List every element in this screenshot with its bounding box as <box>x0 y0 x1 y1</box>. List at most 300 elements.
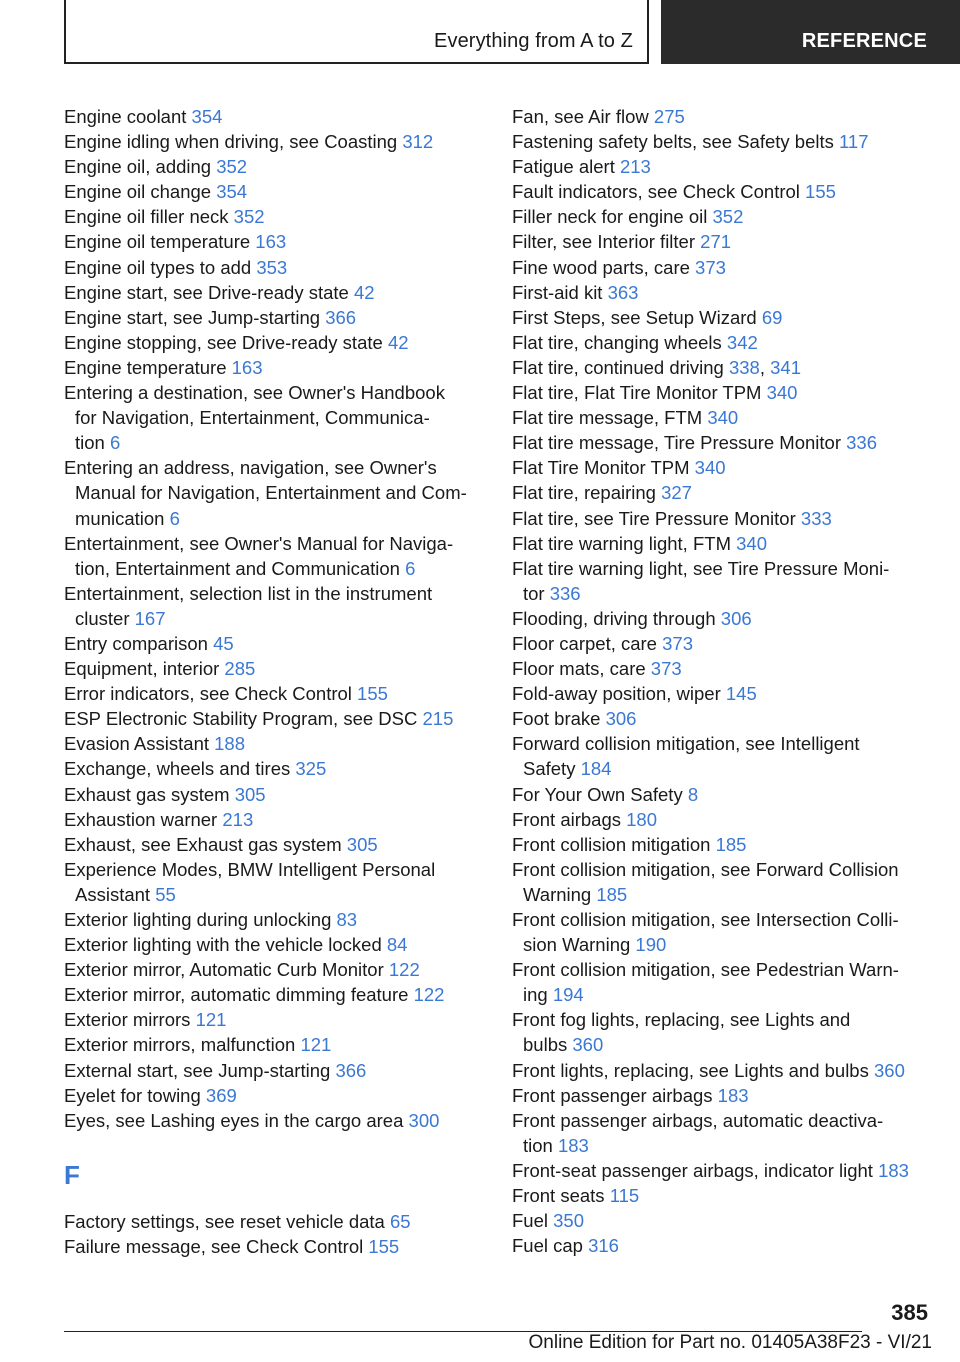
index-entry-text: Exchange, wheels and tires <box>64 758 291 780</box>
index-entry-line <box>512 556 932 581</box>
page-reference-link[interactable]: 84 <box>386 934 408 956</box>
index-entry-text: Floor carpet, care <box>512 632 657 654</box>
index-entry <box>64 455 479 530</box>
index-entry <box>64 255 479 280</box>
index-entry-line <box>512 255 932 280</box>
index-entry-text: Flat tire, Flat Tire Monitor TPM <box>512 382 762 404</box>
index-entry-text: Flooding, driving through <box>512 607 716 629</box>
index-entry <box>64 1007 479 1032</box>
index-entry-line <box>512 631 932 656</box>
index-entry-line <box>64 1058 479 1083</box>
index-entry <box>64 1032 479 1057</box>
page-reference-link[interactable]: 213 <box>222 808 254 830</box>
page-reference-link[interactable]: 163 <box>255 231 287 253</box>
index-entry <box>64 154 479 179</box>
page-reference-link[interactable]: 42 <box>353 281 375 303</box>
index-entry-text: Front fog lights, replacing, see Lights and <box>512 1009 851 1031</box>
page-reference-link[interactable]: 6 <box>405 557 416 579</box>
index-entry <box>512 129 932 154</box>
index-entry-text: Engine coolant <box>64 106 187 127</box>
index-entry-line <box>64 154 479 179</box>
index-entry-line <box>512 179 932 204</box>
index-entry <box>512 255 932 280</box>
page-reference-link[interactable]: 305 <box>346 833 378 855</box>
index-entry <box>512 280 932 305</box>
index-entry-line <box>64 531 479 556</box>
index-entry <box>64 907 479 932</box>
index-entry-line <box>64 1234 479 1259</box>
index-entry <box>64 581 479 631</box>
index-entry-text: Entry comparison <box>64 632 208 654</box>
index-entry <box>64 1234 479 1259</box>
index-entry-text: Engine oil filler neck <box>64 206 229 228</box>
page-reference-link[interactable]: 190 <box>635 934 667 956</box>
index-entry <box>64 104 479 129</box>
index-entry-line <box>512 455 932 480</box>
index-entry-line <box>64 681 479 706</box>
page-reference-link[interactable]: 55 <box>155 883 176 905</box>
page-reference-link[interactable]: 185 <box>715 833 747 855</box>
index-entry-line <box>512 280 932 305</box>
page-reference-link[interactable]: 360 <box>572 1034 604 1056</box>
page-reference-link[interactable]: 306 <box>720 607 752 629</box>
index-entry <box>512 179 932 204</box>
index-entry-line <box>512 104 932 129</box>
index-entry-text: munication <box>75 507 165 529</box>
page-reference-link[interactable]: 306 <box>605 708 637 730</box>
page-reference-link[interactable]: 213 <box>619 156 651 178</box>
index-entry-line <box>64 556 479 581</box>
index-entry <box>64 1083 479 1108</box>
index-entry-text: Engine idling when driving, see Coasting <box>64 131 398 153</box>
index-entry-line <box>512 154 932 179</box>
index-entry-line <box>64 581 479 606</box>
index-entry <box>64 857 479 907</box>
index-entry-line <box>64 1083 479 1108</box>
index-entry <box>512 506 932 531</box>
index-entry-text: Exterior mirror, automatic dimming feature <box>64 984 409 1006</box>
index-entry-text: tion, Entertainment and Communication <box>75 557 400 579</box>
index-entry <box>64 631 479 656</box>
index-entry-line <box>512 1233 932 1258</box>
index-entry-line: Flat tire, continued driving 338, 341 <box>512 356 802 378</box>
index-entry-text: Front passenger airbags <box>512 1084 713 1106</box>
index-entry-line <box>512 229 932 254</box>
index-entry-text: Error indicators, see Check Control <box>64 683 352 705</box>
index-entry <box>512 1183 932 1208</box>
index-entry <box>64 531 479 581</box>
index-entry <box>512 681 932 706</box>
page-reference-link[interactable]: 366 <box>335 1059 367 1081</box>
page-reference-link[interactable]: 122 <box>413 984 445 1006</box>
page-reference-link[interactable]: 333 <box>800 507 832 529</box>
index-entry-text: Front lights, replacing, see Lights and bulbs <box>512 1059 869 1081</box>
index-entry-text: Forward collision mitigation, see Intelligent <box>512 733 860 755</box>
index-entry-text: sion Warning <box>523 934 631 956</box>
index-entry-text: Evasion Assistant <box>64 733 209 755</box>
index-entry-text: Filter, see Interior filter <box>512 231 696 253</box>
index-entry-text: Entertainment, selection list in the instrument <box>64 582 433 604</box>
page-reference-link[interactable]: 42 <box>387 331 409 353</box>
index-entry-line <box>512 380 932 405</box>
index-entry-line <box>64 204 479 229</box>
index-entry-text: Front collision mitigation <box>512 833 711 855</box>
index-entry-line <box>64 1007 479 1032</box>
header-section: REFERENCE <box>801 30 927 52</box>
index-entry-text: tion <box>523 1134 553 1156</box>
index-entry-text: tor <box>523 582 545 604</box>
index-entry <box>512 1233 932 1258</box>
index-entry <box>512 531 932 556</box>
page-reference-link[interactable]: 340 <box>766 382 798 404</box>
index-entry-line <box>64 1108 479 1133</box>
index-entry <box>64 330 479 355</box>
index-entry-text: Exhaustion warner <box>64 808 218 830</box>
index-entry-text: Experience Modes, BMW Intelligent Personal <box>64 858 436 880</box>
index-entry-line <box>512 581 932 606</box>
page-reference-link[interactable]: 45 <box>213 632 234 654</box>
index-entry <box>512 204 932 229</box>
page-reference-link[interactable]: 188 <box>214 733 246 755</box>
index-entry <box>512 631 932 656</box>
index-entry-text: Flat tire warning light, FTM <box>512 532 731 554</box>
index-entry <box>512 907 932 957</box>
index-entry-text: Floor mats, care <box>512 658 646 680</box>
index-entry-line <box>64 179 479 204</box>
index-entry-line <box>64 104 479 129</box>
index-entry-line <box>64 907 479 932</box>
index-entry-line <box>512 430 932 455</box>
page-reference-link[interactable]: 115 <box>609 1185 640 1207</box>
index-entry <box>512 1108 932 1158</box>
index-entry-text: Fuel cap <box>512 1235 583 1257</box>
index-entry-text: Front-seat passenger airbags, indicator light <box>512 1159 873 1181</box>
index-entry <box>512 355 932 380</box>
index-entry-line <box>512 731 932 756</box>
index-entry-text: tion <box>75 432 105 454</box>
page-number: 385 <box>891 1300 928 1325</box>
index-entry-text: Flat tire, changing wheels <box>512 331 722 353</box>
index-entry-line <box>64 631 479 656</box>
index-entry-text: Fault indicators, see Check Control <box>512 181 800 203</box>
index-entry <box>512 455 932 480</box>
index-entry <box>512 305 932 330</box>
page-reference-link[interactable]: 117 <box>839 131 869 153</box>
index-entry-text: Warning <box>523 883 592 905</box>
index-entry-line <box>64 129 479 154</box>
page-reference-link[interactable]: 183 <box>557 1134 589 1156</box>
index-entry-line <box>64 1032 479 1057</box>
index-entry <box>512 1083 932 1108</box>
index-entry-text: Fastening safety belts, see Safety belts <box>512 131 834 153</box>
index-entry <box>512 807 932 832</box>
index-entry-text: Entering a destination, see Owner's Handbook <box>64 382 445 404</box>
index-entry <box>512 832 932 857</box>
page-reference-link[interactable]: 163 <box>231 356 263 378</box>
index-entry <box>512 656 932 681</box>
page-reference-link[interactable]: 312 <box>402 131 434 153</box>
page-reference-link[interactable]: 327 <box>661 482 692 504</box>
index-entry <box>64 1209 479 1234</box>
index-entry-text: Assistant <box>75 883 151 905</box>
index-entry-line <box>64 706 479 731</box>
index-entry <box>64 782 479 807</box>
index-entry <box>512 380 932 405</box>
index-entry <box>512 330 932 355</box>
page-reference-link[interactable]: 363 <box>607 281 639 303</box>
page-reference-link[interactable]: 341 <box>770 356 802 378</box>
index-entry-line <box>64 480 479 505</box>
index-entry-line <box>512 1007 932 1032</box>
header-title-box <box>64 0 649 64</box>
index-entry <box>64 380 479 455</box>
page-reference-link[interactable]: 366 <box>325 306 357 328</box>
page-reference-link[interactable]: 360 <box>874 1059 905 1081</box>
index-entry-text: Safety <box>523 758 576 780</box>
page-reference-link[interactable]: 83 <box>336 909 358 930</box>
index-entry-line <box>64 832 479 857</box>
index-entry-line <box>512 506 932 531</box>
index-entry <box>512 1158 932 1183</box>
index-entry-text: Fine wood parts, care <box>512 256 690 278</box>
page-reference-link[interactable]: 155 <box>368 1235 400 1257</box>
index-entry-text: Failure message, see Check Control <box>64 1235 364 1257</box>
index-entry-line <box>64 656 479 681</box>
index-entry-line <box>64 330 479 355</box>
index-entry-text: Exterior mirror, Automatic Curb Monitor <box>64 959 384 981</box>
index-entry <box>512 1208 932 1233</box>
index-entry <box>64 957 479 982</box>
page-reference-link[interactable]: 300 <box>408 1109 440 1131</box>
index-entry <box>64 731 479 756</box>
index-entry-line <box>512 832 932 857</box>
header-title: Everything from A to Z <box>434 30 633 52</box>
page-reference-link[interactable]: 354 <box>191 106 223 127</box>
index-entry-line <box>64 731 479 756</box>
page-reference-link[interactable]: 183 <box>878 1159 909 1181</box>
index-entry-line <box>64 506 479 531</box>
edition-footer: Online Edition for Part no. 01405A38F23 - VI/21 <box>528 1332 932 1353</box>
index-entry <box>512 430 932 455</box>
index-entry <box>512 104 932 129</box>
index-entry-text: Engine oil change <box>64 181 212 203</box>
page-reference-link[interactable]: 354 <box>216 181 248 203</box>
index-entry <box>512 706 932 731</box>
index-entry-text: Exterior mirrors <box>64 1009 191 1031</box>
index-entry-text: bulbs <box>523 1034 568 1056</box>
page-reference-link[interactable]: 340 <box>707 407 739 429</box>
section-letter-f: F <box>64 1159 80 1190</box>
header-section-box <box>661 0 960 64</box>
page-reference-link[interactable]: 167 <box>134 607 166 629</box>
index-entry-text: Exterior mirrors, malfunction <box>64 1034 296 1056</box>
index-entry-line <box>64 782 479 807</box>
index-entry-line <box>512 706 932 731</box>
index-entry-line <box>512 1108 932 1133</box>
page-reference-link[interactable]: 352 <box>216 156 248 178</box>
index-entry-line <box>64 1209 479 1234</box>
index-entry <box>512 480 932 505</box>
page-reference-link[interactable]: 121 <box>195 1009 227 1031</box>
page-reference-link[interactable]: 340 <box>736 532 767 554</box>
index-entry <box>64 355 479 380</box>
page-reference-link[interactable]: 350 <box>553 1210 585 1232</box>
index-entry-text: Entertainment, see Owner's Manual for Naviga- <box>64 532 454 554</box>
index-entry-text: First-aid kit <box>512 281 603 303</box>
page-reference-link[interactable]: 373 <box>695 256 726 278</box>
index-entry-text: Entering an address, navigation, see Owner's <box>64 457 437 479</box>
page-reference-link[interactable]: 6 <box>169 507 180 529</box>
index-entry-text: ing <box>523 984 548 1006</box>
index-entry <box>64 932 479 957</box>
page-reference-link[interactable]: 285 <box>224 658 256 680</box>
page-reference-link[interactable]: 352 <box>712 206 744 228</box>
page-reference-link[interactable]: 121 <box>300 1034 332 1056</box>
page-reference-link[interactable]: 6 <box>109 432 121 454</box>
index-entry <box>512 154 932 179</box>
index-entry-text: Flat tire, repairing <box>512 482 656 504</box>
index-entry-line <box>512 405 932 430</box>
index-entry-line <box>512 1032 932 1057</box>
index-entry-line <box>512 1133 932 1158</box>
page-reference-link[interactable]: 215 <box>422 708 454 730</box>
index-entry-text: Engine temperature <box>64 356 227 378</box>
page-reference-link[interactable]: 353 <box>256 256 288 278</box>
page-reference-link[interactable]: 185 <box>596 883 628 905</box>
index-entry-text: Equipment, interior <box>64 658 220 680</box>
index-entry <box>512 1007 932 1057</box>
index-entry-text: Fatigue alert <box>512 156 615 178</box>
index-entry-line <box>512 1058 932 1083</box>
index-entry <box>512 1058 932 1083</box>
index-entry <box>64 280 479 305</box>
page-reference-link[interactable]: 180 <box>626 808 658 830</box>
page-reference-link[interactable]: 271 <box>700 231 732 253</box>
index-entry-line <box>64 305 479 330</box>
index-entry-text: For Your Own Safety <box>512 783 683 805</box>
index-list-f-continued <box>512 104 932 1258</box>
index-entry <box>64 1108 479 1133</box>
index-entry <box>64 129 479 154</box>
index-entry-text: Engine stopping, see Drive-ready state <box>64 331 383 353</box>
index-entry-text: Flat tire message, FTM <box>512 407 703 429</box>
index-entry-line <box>512 606 932 631</box>
index-entry-line <box>64 882 479 907</box>
page-reference-link[interactable]: 373 <box>662 632 693 654</box>
page-reference-link[interactable]: 8 <box>687 783 699 805</box>
index-entry-text: Engine oil, adding <box>64 156 212 178</box>
index-entry-line <box>64 255 479 280</box>
index-list-e <box>64 104 479 1133</box>
index-entry-line <box>64 455 479 480</box>
index-entry <box>64 982 479 1007</box>
page-reference-link[interactable]: 305 <box>234 783 266 805</box>
index-entry-line <box>512 330 932 355</box>
page-reference-link[interactable]: 184 <box>580 758 612 780</box>
index-entry-line <box>512 756 932 781</box>
index-entry-text: Front seats <box>512 1185 605 1207</box>
index-entry-text: Flat tire, continued driving <box>512 356 724 378</box>
page-reference-link[interactable]: 336 <box>549 582 581 604</box>
index-entry-line <box>512 305 932 330</box>
index-entry-text: Eyelet for towing <box>64 1084 201 1106</box>
index-entry <box>64 807 479 832</box>
index-entry-line <box>512 932 932 957</box>
index-entry <box>64 681 479 706</box>
index-entry-text: Front airbags <box>512 808 621 830</box>
index-entry-line <box>512 1208 932 1233</box>
index-entry-text: Engine start, see Drive-ready state <box>64 281 349 303</box>
page-reference-link[interactable]: 155 <box>805 181 836 203</box>
page-reference-link[interactable]: 369 <box>205 1084 237 1106</box>
index-entry-line <box>64 229 479 254</box>
index-entry-text: Fold-away position, wiper <box>512 683 721 705</box>
page-reference-link[interactable]: 352 <box>233 206 265 228</box>
index-entry-text: cluster <box>75 607 130 629</box>
index-entry-line <box>512 1158 932 1183</box>
index-entry <box>512 731 932 781</box>
index-entry-text: Factory settings, see reset vehicle data <box>64 1210 385 1232</box>
index-entry-text: for Navigation, Entertainment, Communica- <box>75 407 430 429</box>
index-entry <box>64 706 479 731</box>
page-reference-link[interactable]: 275 <box>653 106 685 127</box>
page-reference-link[interactable]: 316 <box>588 1235 619 1257</box>
index-entry <box>512 782 932 807</box>
index-entry <box>64 229 479 254</box>
index-entry-text: Flat Tire Monitor TPM <box>512 457 690 479</box>
index-entry-line <box>64 982 479 1007</box>
index-entry-text: Foot brake <box>512 708 601 730</box>
page-reference-link[interactable]: 340 <box>694 457 726 479</box>
index-entry-text: Engine oil types to add <box>64 256 252 278</box>
index-entry-line <box>512 129 932 154</box>
page-reference-link[interactable]: 325 <box>295 758 327 780</box>
index-entry-line <box>64 380 479 405</box>
page-reference-link[interactable]: 183 <box>717 1084 749 1106</box>
index-entry <box>64 179 479 204</box>
page-reference-link[interactable]: 122 <box>388 959 420 981</box>
index-entry-text: Front collision mitigation, see Forward Collision <box>512 858 899 880</box>
index-entry <box>64 756 479 781</box>
index-entry-line <box>64 932 479 957</box>
index-entry <box>512 857 932 907</box>
index-entry-line <box>512 656 932 681</box>
index-column-right <box>512 104 932 1258</box>
page-reference-link[interactable]: 342 <box>726 331 758 353</box>
page-reference-link[interactable]: 338 <box>728 356 760 378</box>
index-entry-line <box>64 807 479 832</box>
index-entry-text: First Steps, see Setup Wizard <box>512 306 757 328</box>
index-entry-line <box>64 857 479 882</box>
index-entry-line <box>64 280 479 305</box>
page-reference-link[interactable]: 194 <box>552 984 584 1006</box>
index-entry-text: Engine start, see Jump-starting <box>64 306 321 328</box>
index-entry-text: Filler neck for engine oil <box>512 206 708 228</box>
page-reference-link[interactable]: 69 <box>761 306 783 328</box>
page-reference-link[interactable]: 145 <box>725 683 757 705</box>
index-entry-text: Manual for Navigation, Entertainment and Com- <box>75 482 467 504</box>
index-entry-line <box>512 882 932 907</box>
index-entry <box>512 606 932 631</box>
index-entry <box>64 204 479 229</box>
page-reference-link[interactable]: 155 <box>357 683 388 705</box>
page-reference-link[interactable]: 373 <box>650 658 682 680</box>
index-entry-text: Exhaust gas system <box>64 783 230 805</box>
page-reference-link[interactable]: 336 <box>846 432 878 454</box>
page-reference-link[interactable]: 65 <box>389 1210 411 1232</box>
index-column-left <box>64 104 479 1259</box>
index-entry-text: Front collision mitigation, see Intersection Colli- <box>512 909 899 930</box>
